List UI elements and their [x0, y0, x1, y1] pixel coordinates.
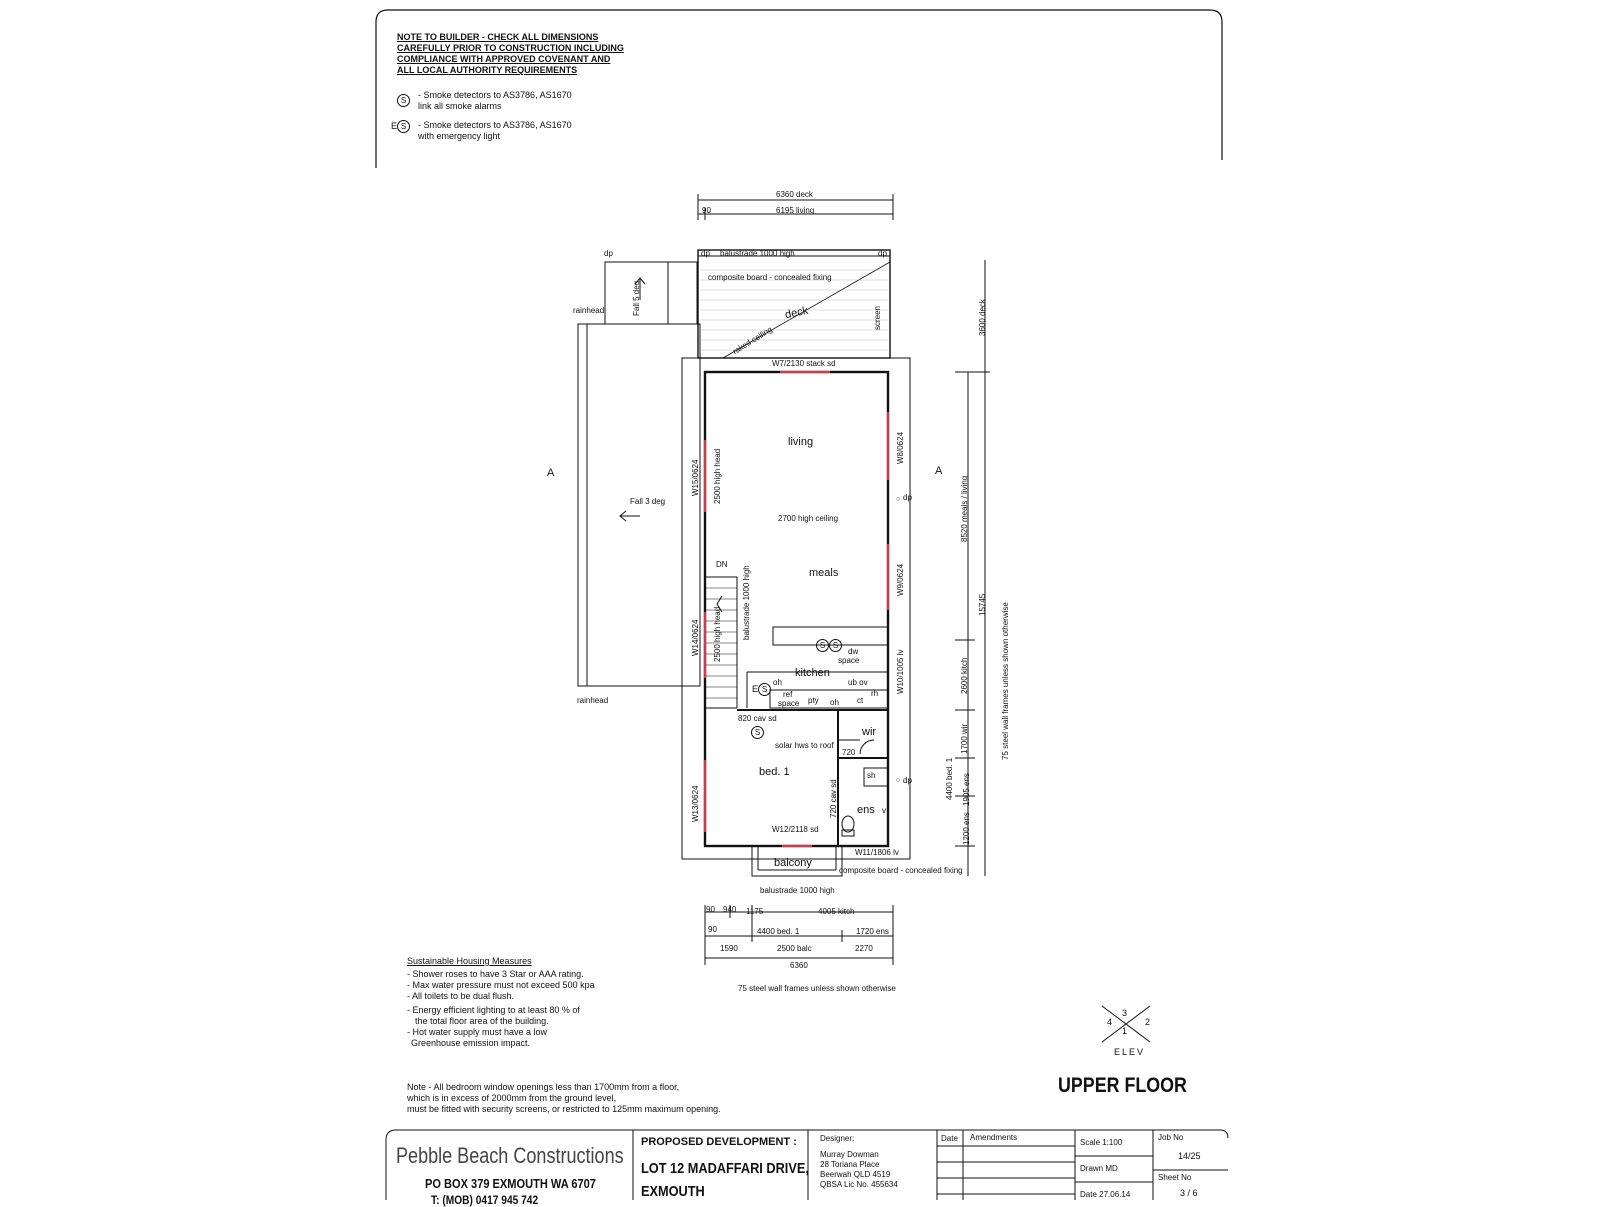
shower-label: sh — [867, 771, 876, 780]
room-bed-1: bed. 1 — [759, 766, 790, 778]
stair-balustrade-label: balustrade 1000 high — [742, 565, 751, 640]
window-w14-head-label: 2500 high head — [713, 606, 722, 662]
builder-note-line: NOTE TO BUILDER - CHECK ALL DIMENSIONS — [397, 32, 599, 42]
elev-1: 1 — [1122, 1026, 1128, 1036]
builder-note-line: COMPLIANCE WITH APPROVED COVENANT AND — [397, 54, 611, 64]
dim-bottom: 90 — [708, 925, 717, 934]
fall-5-label: Fall 5 deg — [632, 280, 641, 316]
smoke-detector-icon: S — [397, 94, 410, 107]
rangehood-label: rh — [871, 689, 879, 698]
dim-bottom: 2500 balc — [777, 944, 812, 953]
smoke-detector-icon: S — [751, 726, 764, 739]
under-bench-oven-label: ub ov — [848, 678, 868, 687]
sheet-number: 3 / 6 — [1180, 1188, 1198, 1198]
dim-bottom-total: 6360 — [790, 961, 808, 970]
dim-bottom: 1175 — [746, 907, 764, 916]
pantry-label: pty — [808, 696, 819, 705]
designer-line: Murray Dowman — [820, 1150, 879, 1159]
legend-line: - Smoke detectors to AS3786, AS1670 — [418, 90, 572, 100]
dim-bottom: 1590 — [720, 944, 738, 953]
amendments-heading: Amendments — [970, 1133, 1018, 1142]
elev-2: 2 — [1145, 1017, 1151, 1027]
elev-4: 4 — [1107, 1017, 1113, 1027]
room-balcony: balcony — [774, 857, 812, 869]
development-address-line2: EXMOUTH — [641, 1183, 705, 1200]
dim-left-offset: 90 — [702, 206, 711, 215]
dw-space-label: space — [838, 656, 860, 665]
overhead-label: oh — [773, 678, 782, 687]
room-meals: meals — [809, 567, 839, 579]
door-720-label: 720 — [842, 748, 856, 757]
designer-details — [820, 1150, 898, 1190]
window-w8-label: W8/0624 — [896, 431, 905, 464]
designer-line: Beerwah QLD 4519 — [820, 1170, 891, 1179]
section-marker-right: A — [935, 465, 943, 477]
dishwasher-label: dw — [848, 647, 859, 656]
room-living: living — [788, 436, 814, 448]
fall-3-label: Fall 3 deg — [630, 497, 666, 506]
company-phone: T: (MOB) 0417 945 742 — [431, 1193, 539, 1207]
sustainable-item: - Shower roses to have 3 Star or AAA rating. — [407, 969, 584, 979]
deck-balustrade-label: balustrade 1000 high — [720, 249, 795, 258]
sustainable-item: Greenhouse emission impact. — [411, 1038, 531, 1048]
legend-line: link all smoke alarms — [418, 101, 502, 111]
designer-line: QBSA Lic No. 455634 — [820, 1180, 898, 1189]
dim-deck-width: 6360 deck — [776, 190, 813, 199]
legend-line: - Smoke detectors to AS3786, AS1670 — [418, 120, 572, 130]
window-w9-label: W9/0624 — [896, 563, 905, 596]
frames-note-vertical: 75 steel wall frames unless shown otherwise — [1001, 602, 1010, 760]
svg-text:○: ○ — [896, 777, 901, 784]
screen-label: screen — [873, 305, 882, 330]
sheet-number-heading: Sheet No — [1158, 1173, 1192, 1182]
job-number: 14/25 — [1178, 1151, 1201, 1161]
designer-line: 28 Toriana Place — [820, 1160, 880, 1169]
emergency-smoke-detector-icon: E S — [752, 683, 771, 696]
section-marker-left: A — [547, 467, 555, 479]
sheet-title: UPPER FLOOR — [1058, 1074, 1187, 1097]
cavity-door-820-label: 820 cav sd — [738, 714, 777, 723]
development-address-line1: LOT 12 MADAFFARI DRIVE, — [641, 1160, 809, 1177]
fridge-space-label: space — [778, 699, 800, 708]
dim-bottom: 1720 ens — [856, 927, 889, 936]
dim-ens-2: 1200 ens — [962, 812, 971, 845]
fridge-label: ref — [783, 690, 793, 699]
drawing-date: Date 27.06.14 — [1080, 1190, 1131, 1199]
frames-note: 75 steel wall frames unless shown otherwise — [738, 984, 896, 993]
stair-down-label: DN — [716, 560, 728, 569]
note-line: which is in excess of 2000mm from the ground level, — [407, 1093, 617, 1103]
balcony-balustrade-label: balustrade 1000 high — [760, 886, 835, 895]
room-deck: deck — [784, 304, 810, 322]
rainhead-bottom-label: rainhead — [577, 696, 609, 705]
window-w15-head-label: 2500 high head — [713, 448, 722, 504]
rainhead-top-label: rainhead — [573, 306, 605, 315]
window-w11-label: W11/1806 lv — [855, 848, 899, 857]
raked-ceiling-label: raked ceiling — [731, 324, 774, 357]
sustainable-title: Sustainable Housing Measures — [407, 956, 532, 966]
sustainable-item: - All toilets to be dual flush. — [407, 991, 515, 1001]
job-number-heading: Job No — [1158, 1133, 1184, 1142]
ceiling-height-label: 2700 high ceiling — [778, 514, 839, 523]
dp-label: dp — [604, 249, 613, 258]
window-w7-label: W7/2130 stack sd — [772, 359, 836, 368]
room-wir: wir — [862, 726, 877, 738]
note-line: Note - All bedroom window openings less than 1700mm from a floor, — [407, 1082, 680, 1092]
company-po-box: PO BOX 379 EXMOUTH WA 6707 — [425, 1176, 596, 1191]
dim-total-length: 15745 — [978, 593, 987, 616]
builder-note-line: ALL LOCAL AUTHORITY REQUIREMENTS — [397, 65, 578, 75]
dim-kitchen: 2600 kitch — [960, 657, 969, 694]
dim-bed-1: 4400 bed. 1 — [945, 757, 954, 800]
note-line: must be fitted with security screens, or restricted to 125mm maximum opening. — [407, 1104, 721, 1114]
dim-bottom: 940 — [723, 905, 737, 914]
sustainable-item: - Max water pressure must not exceed 500 kpa — [407, 980, 595, 990]
smoke-detector-icon: S — [397, 120, 410, 133]
builder-note-line: CAREFULLY PRIOR TO CONSTRUCTION INCLUDING — [397, 43, 624, 53]
window-w12-label: W12/2118 sd — [772, 825, 819, 834]
dim-meals-living: 8520 meals / living — [960, 475, 969, 542]
window-w10-label: W10/1005 lv — [896, 649, 905, 694]
scale-value: Scale 1:100 — [1080, 1138, 1123, 1147]
development-heading: PROPOSED DEVELOPMENT : — [641, 1136, 797, 1148]
dp-label: dp — [701, 249, 710, 258]
dim-bottom: 90 — [706, 905, 715, 914]
designer-heading: Designer: — [820, 1134, 855, 1143]
dp-label: dp — [903, 493, 912, 502]
deck-composite-label: composite board - concealed fixing — [708, 273, 832, 282]
sink-icon: S S — [816, 639, 842, 652]
emergency-symbol: E — [391, 121, 398, 131]
elev-label: ELEV — [1114, 1047, 1146, 1057]
room-ens: ens — [857, 804, 875, 816]
dim-bottom: 4005 kitch — [818, 907, 855, 916]
window-w14-label: W14/0624 — [691, 619, 700, 656]
overhead-label: oh — [830, 698, 839, 707]
dim-bottom: 2270 — [855, 944, 873, 953]
dim-living-width: 6195 living — [776, 206, 815, 215]
sustainable-item: the total floor area of the building. — [415, 1016, 549, 1026]
drawn-by: Drawn MD — [1080, 1164, 1118, 1173]
svg-text:○: ○ — [896, 496, 901, 503]
window-w13-label: W13/0624 — [691, 785, 700, 822]
balcony-composite-label: composite board - concealed fixing — [839, 866, 963, 875]
date-column-heading: Date — [941, 1134, 958, 1143]
company-logo-text: Pebble Beach Constructions — [396, 1143, 624, 1168]
legend-line: with emergency light — [418, 131, 501, 141]
cavity-door-720-label: 720 cav sd — [829, 779, 838, 818]
sustainable-item: - Energy efficient lighting to at least 80 % of — [407, 1005, 580, 1015]
vanity-label: v — [882, 806, 886, 815]
elev-3: 3 — [1122, 1008, 1128, 1018]
window-w15-label: W15/0624 — [691, 459, 700, 496]
dp-label: dp — [903, 776, 912, 785]
dim-ens: 1905 ens — [962, 773, 971, 806]
dim-deck-depth: 3600 deck — [978, 299, 987, 336]
dim-wir: 1700 wir — [960, 723, 969, 754]
cooktop-label: ct — [857, 696, 864, 705]
dp-label: dp — [878, 249, 887, 258]
solar-hws-label: solar hws to roof — [775, 741, 834, 750]
room-kitchen: kitchen — [795, 667, 830, 679]
dim-bottom: 4400 bed. 1 — [757, 927, 800, 936]
sustainable-item: - Hot water supply must have a low — [407, 1027, 548, 1037]
